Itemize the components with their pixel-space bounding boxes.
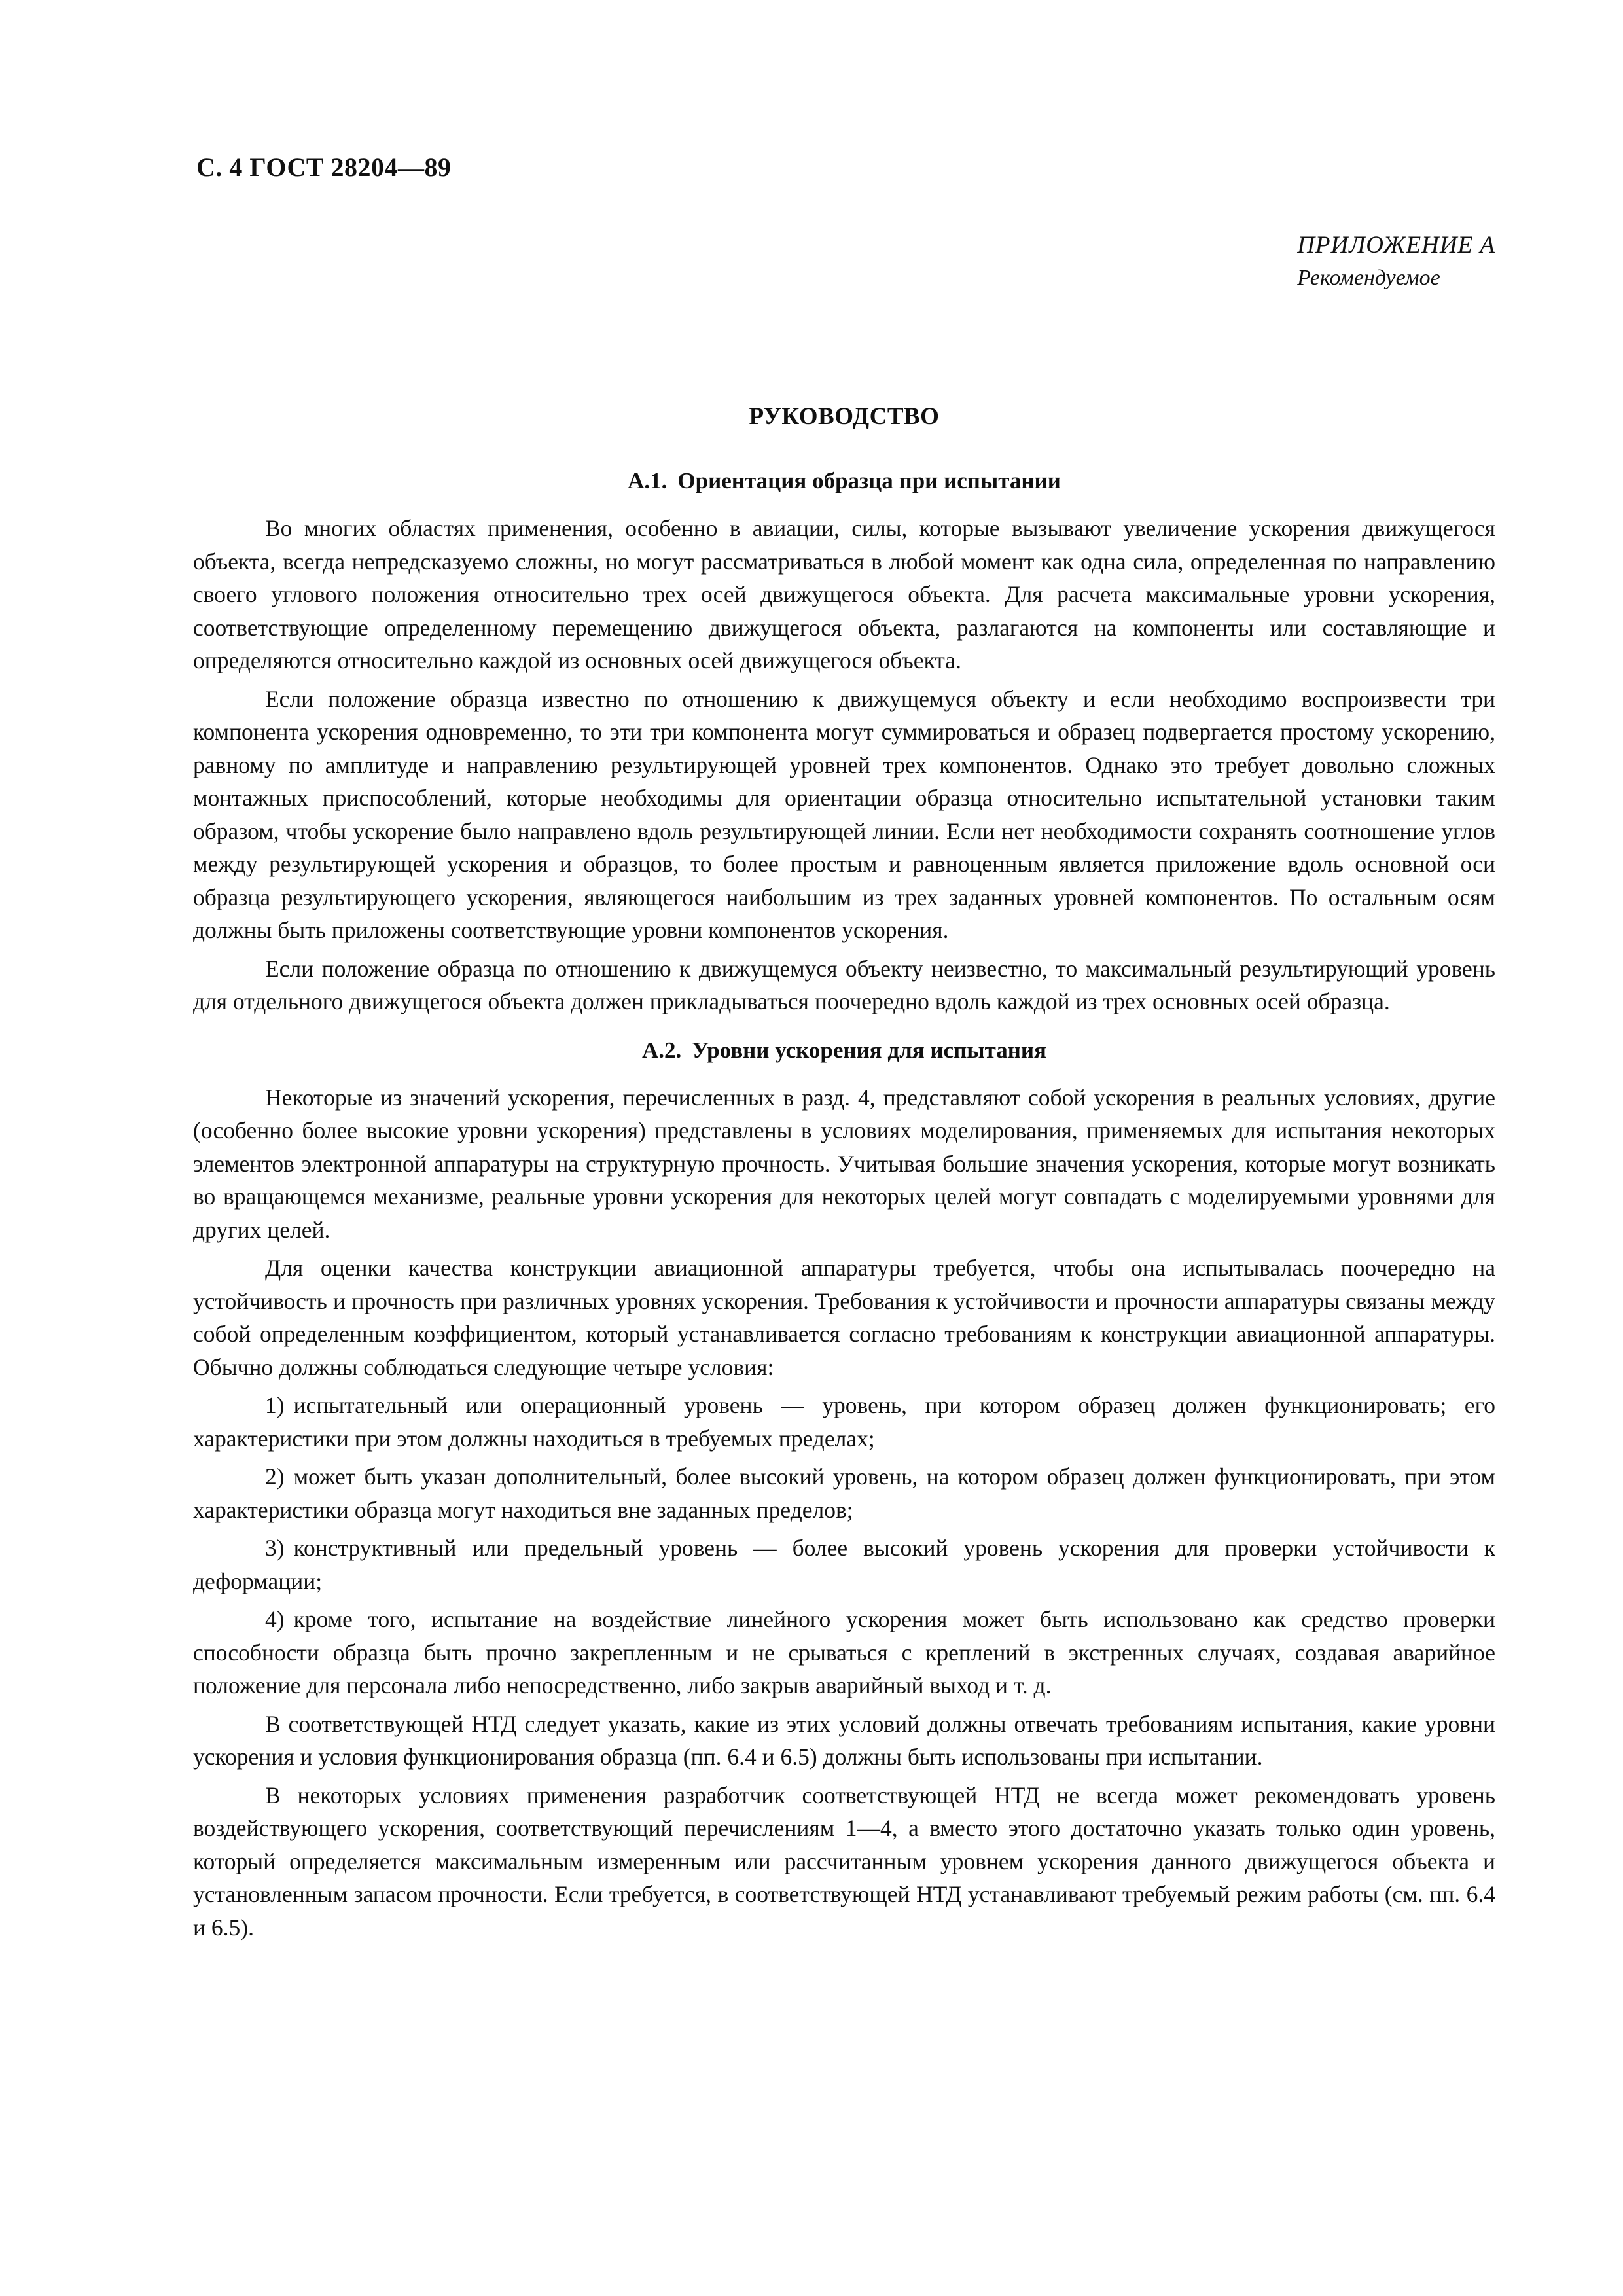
list-item-text: конструктивный или предельный уровень — более высокий уровень ускорения для проверки устойчивости к деформации;	[193, 1535, 1495, 1594]
list-item-number: 4)	[265, 1606, 285, 1632]
appendix-kind: Рекомендуемое	[1297, 266, 1440, 290]
paragraph: В соответствующей НТД следует указать, какие из этих условий должны отвечать требованиям испытания, какие уровни ускорения и условия функционирования образца (пп. 6.4 и 6.5) должны быть использованы при испытании.	[193, 1710, 1495, 1770]
list-item	[193, 1603, 1495, 1702]
list-item-text: кроме того, испытание на воздействие линейного ускорения может быть использовано как средство проверки способности образца быть прочно закрепленным и не срываться с креплений в экстренных случаях, создавая аварийное положение для персонала либо непосредственно, либо закрыв аварийный выход и т. д.	[193, 1606, 1495, 1698]
document-title: РУКОВОДСТВО	[749, 403, 940, 430]
list-item-number: 1)	[265, 1392, 285, 1418]
section-number: А.1.	[628, 468, 668, 493]
list-item-number: 3)	[265, 1535, 285, 1561]
paragraph: Если положение образца по отношению к движущемуся объекту неизвестно, то максимальный результирующий уровень для отдельного движущегося объекта должен прикладываться поочередно вдоль каждой из трех основных осей образца.	[193, 955, 1495, 1014]
paragraph: Если положение образца известно по отношению к движущемуся объекту и если необходимо воспроизвести три компонента ускорения одновременно, то эти три компонента могут суммироваться и образец подвергается простому ускорению, равному по амплитуде и направлению результирующей уровней трех компонентов. Однако это требует довольно сложных монтажных приспособлений, которые необходимы для ориентации образца относительно испытательной установки таким образом, чтобы ускорение было направлено вдоль результирующей линии. Если нет необходимости сохранять соотношение углов между результирующей ускорения и образцов, то более простым и равноценным является приложение вдоль основной оси образца результирующего ускорения, являющегося наибольшим из трех заданных уровней компонентов. По остальным осям должны быть приложены соответствующие уровни компонентов ускорения.	[193, 685, 1495, 943]
list-item-text: испытательный или операционный уровень — уровень, при котором образец должен функционировать; его характеристики при этом должны находиться в требуемых пределах;	[193, 1392, 1495, 1452]
paragraph: Некоторые из значений ускорения, перечисленных в разд. 4, представляют собой ускорения в реальных условиях, другие (особенно более высокие уровни ускорения) представлены в условиях моделирования, применяемых для испытания некоторых элементов электронной аппаратуры на структурную прочность. Учитывая большие значения ускорения, которые могут возникать во вращающемся механизме, реальные уровни ускорения для некоторых целей могут совпадать с моделируемыми уровнями для других целей.	[193, 1084, 1495, 1243]
appendix-label	[1297, 229, 1495, 295]
paragraph: В некоторых условиях применения разработчик соответствующей НТД не всегда может рекомендовать уровень воздействующего ускорения, соответствующий перечислениям 1—4, а вместо этого достаточно указать только один уровень, который определяется максимальным измеренным или рассчитанным уровнем ускорения данного движущегося объекта и установленным запасом прочности. Если требуется, в соответствующей НТД устанавливают требуемый режим работы (см. пп. 6.4 и 6.5).	[193, 1782, 1495, 1941]
list-item-number: 2)	[265, 1463, 285, 1490]
list-item	[193, 1532, 1495, 1598]
document-body	[193, 401, 1495, 1949]
paragraph: Для оценки качества конструкции авиационной аппаратуры требуется, чтобы она испытывалась поочередно на устойчивость и прочность при различных уровнях ускорения. Требования к устойчивости и прочности аппаратуры связаны между собой определенным коэффициентом, который устанавливается согласно требованиям к конструкции авиационной аппаратуры. Обычно должны соблюдаться следующие четыре условия:	[193, 1255, 1495, 1380]
section-number: А.2.	[642, 1037, 682, 1063]
section-title: Уровни ускорения для испытания	[692, 1037, 1046, 1063]
section-title: Ориентация образца при испытании	[677, 468, 1061, 493]
page-header: С. 4 ГОСТ 28204—89	[196, 152, 452, 182]
list-item	[193, 1460, 1495, 1526]
list-item-text: может быть указан дополнительный, более высокий уровень, на котором образец должен функционировать, при этом характеристики образца могут находиться вне заданных пределов;	[193, 1463, 1495, 1523]
paragraph: Во многих областях применения, особенно в авиации, силы, которые вызывают увеличение ускорения движущегося объекта, всегда непредсказуемо сложны, но могут рассматриваться в любой момент как одна сила, определенная по направлению своего углового положения относительно трех осей движущегося объекта. Для расчета максимальные уровни ускорения, соответствующие определенному перемещению движущегося объекта, разлагаются на компоненты или составляющие и определяются относительно каждой из основных осей движущегося объекта.	[193, 515, 1495, 673]
appendix-name: ПРИЛОЖЕНИЕ А	[1297, 232, 1495, 259]
list-item	[193, 1389, 1495, 1455]
section-heading-a1	[193, 465, 1495, 497]
section-heading-a2	[193, 1034, 1495, 1067]
